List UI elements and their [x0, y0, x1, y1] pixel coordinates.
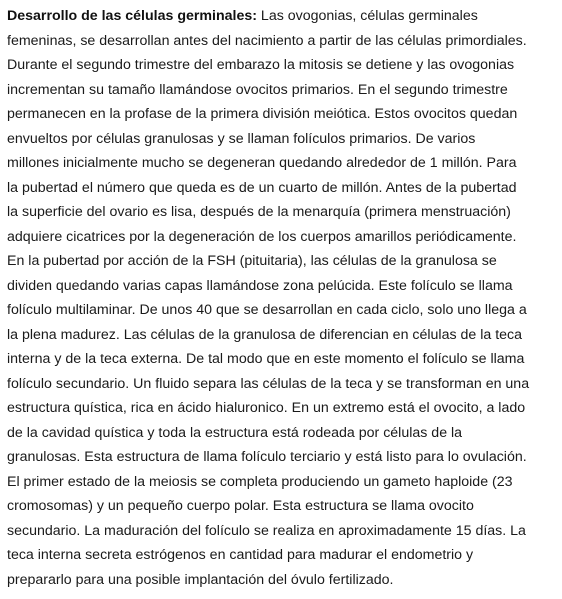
text-line-3: Durante el segundo trimestre del embarazo la mitosis se detiene y las ovogonias: [7, 57, 515, 73]
text-line-19: granulosas. Esta estructura de llama folículo terciario y está listo para lo ovulación.: [7, 449, 527, 465]
text-line-9: la superficie del ovario es lisa, después de la menarquía (primera menstruación): [7, 204, 511, 220]
text-line-20: El primer estado de la meiosis se completa produciendo un gameto haploide (23: [7, 473, 513, 490]
text-line-13: folículo multilaminar. De unos 40 que se desarrollan en cada ciclo, solo uno llega a: [7, 302, 527, 318]
document-body: [7, 4, 559, 592]
text-line-6: envueltos por células granulosas y se llaman folículos primarios. De varios: [7, 130, 476, 147]
text-line-8: la pubertad el número que queda es de un cuarto de millón. Antes de la pubertad: [7, 179, 517, 196]
text-line-11: En la pubertad por acción de la FSH (pituitaria), las células de la granulosa se: [7, 253, 497, 269]
text-line-1-rest: Las ovogonias, células germinales: [256, 8, 478, 24]
text-line-17: estructura quística, rica en ácido hialuronico. En un extremo está el ovocito, a lado: [7, 400, 526, 416]
text-line-24: prepararlo para una posible implantación del óvulo fertilizado.: [7, 571, 394, 588]
text-line-15: interna y de la teca externa. De tal modo que en este momento el folículo se llama: [7, 351, 525, 367]
text-line-18: de la cavidad quística y toda la estructura está rodeada por células de la: [7, 424, 463, 441]
text-line-7: millones inicialmente mucho se degeneran quedando alrededor de 1 millón. Para: [7, 155, 517, 171]
text-line-22: secundario. La maduración del folículo se realiza en aproximadamente 15 días. La: [7, 522, 526, 539]
text-line-4: incrementan su tamaño llamándose ovocitos primarios. En el segundo trimestre: [7, 81, 508, 98]
text-line-16: folículo secundario. Un fluido separa las células de la teca y se transforman en una: [7, 375, 530, 392]
text-line-14: la plena madurez. Las células de la granulosa de diferencian en células de la teca: [7, 326, 523, 343]
text-line-23: teca interna secreta estrógenos en cantidad para madurar el endometrio y: [7, 547, 474, 563]
section-heading: Desarrollo de las células germinales:: [7, 8, 257, 24]
text-line-5: permanecen en la profase de la primera división meiótica. Estos ovocitos quedan: [7, 106, 518, 122]
text-line-10: adquiere cicatrices por la degeneración de los cuerpos amarillos periódicamente.: [7, 228, 517, 245]
text-line-21: cromosomas) y un pequeño cuerpo polar. Esta estructura se llama ovocito: [7, 498, 474, 514]
text-line-1: [7, 4, 559, 29]
text-line-2: femeninas, se desarrollan antes del nacimiento a partir de las células primordiales.: [7, 32, 527, 49]
text-line-12: dividen quedando varias capas llamándose zona pelúcida. Este folículo se llama: [7, 277, 513, 294]
